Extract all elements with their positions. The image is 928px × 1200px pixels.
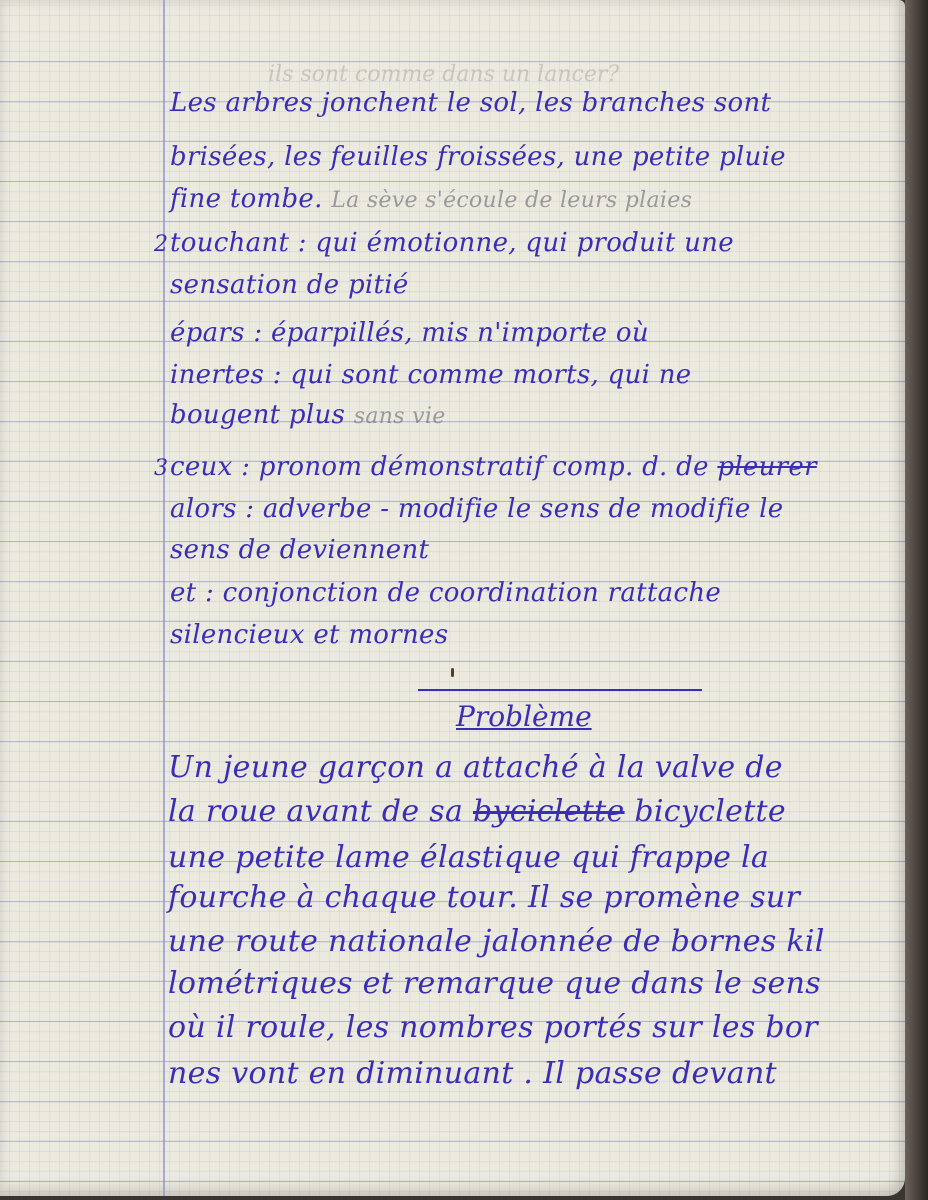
ink-dot: [451, 668, 454, 677]
notebook-page-edge: [905, 0, 928, 1200]
text-line-12: et : conjonction de coordination rattache: [170, 578, 722, 608]
problem-line-2-ink: la roue avant de sa: [168, 794, 464, 829]
problem-line-6: lométriques et remarque que dans le sens: [168, 966, 821, 1001]
item-number-2: 2: [154, 232, 168, 257]
section-divider: [418, 689, 702, 691]
text-line-9-ink: ceux : pronom démonstratif comp. d. de: [170, 452, 709, 482]
problem-line-8: nes vont en diminuant . Il passe devant: [168, 1056, 777, 1091]
text-line-8: [170, 400, 446, 430]
text-line-11: sens de deviennent: [170, 535, 430, 565]
problem-line-3: une petite lame élastique qui frappe la: [168, 840, 770, 875]
text-line-7: inertes : qui sont comme morts, qui ne: [170, 360, 692, 390]
problem-line-1: Un jeune garçon a attaché à la valve de: [168, 750, 783, 785]
problem-line-2-struck: byciclette: [472, 794, 625, 829]
text-line-3-ink: fine tombe.: [170, 184, 323, 214]
faint-pencil-note: ils sont comme dans un lancer?: [268, 62, 620, 87]
text-line-4: touchant : qui émotionne, qui produit une: [170, 228, 734, 258]
section-heading: Problème: [456, 700, 592, 733]
margin-line: [163, 0, 165, 1196]
problem-line-2: [168, 794, 786, 829]
problem-line-4: fourche à chaque tour. Il se promène sur: [168, 880, 801, 915]
text-line-9-struck: pleurer: [717, 452, 817, 482]
problem-line-5: une route nationale jalonnée de bornes kil: [168, 924, 825, 959]
text-line-2: brisées, les feuilles froissées, une petite pluie: [170, 142, 786, 172]
text-line-3-pencil: La sève s'écoule de leurs plaies: [331, 188, 693, 213]
problem-line-7: où il roule, les nombres portés sur les bor: [168, 1010, 818, 1045]
text-line-1: Les arbres jonchent le sol, les branches sont: [170, 88, 772, 118]
item-number-3: 3: [154, 456, 168, 481]
text-line-5: sensation de pitié: [170, 270, 409, 300]
text-line-3: [170, 184, 692, 214]
text-line-8-ink: bougent plus: [170, 400, 346, 430]
text-line-8-pencil: sans vie: [353, 404, 446, 429]
text-line-13: silencieux et mornes: [170, 620, 449, 650]
text-line-6: épars : éparpillés, mis n'importe où: [170, 318, 649, 348]
text-line-9: [170, 452, 817, 482]
text-line-10: alors : adverbe - modifie le sens de modifie le: [170, 494, 784, 524]
problem-line-2-correction: bicyclette: [634, 794, 786, 829]
